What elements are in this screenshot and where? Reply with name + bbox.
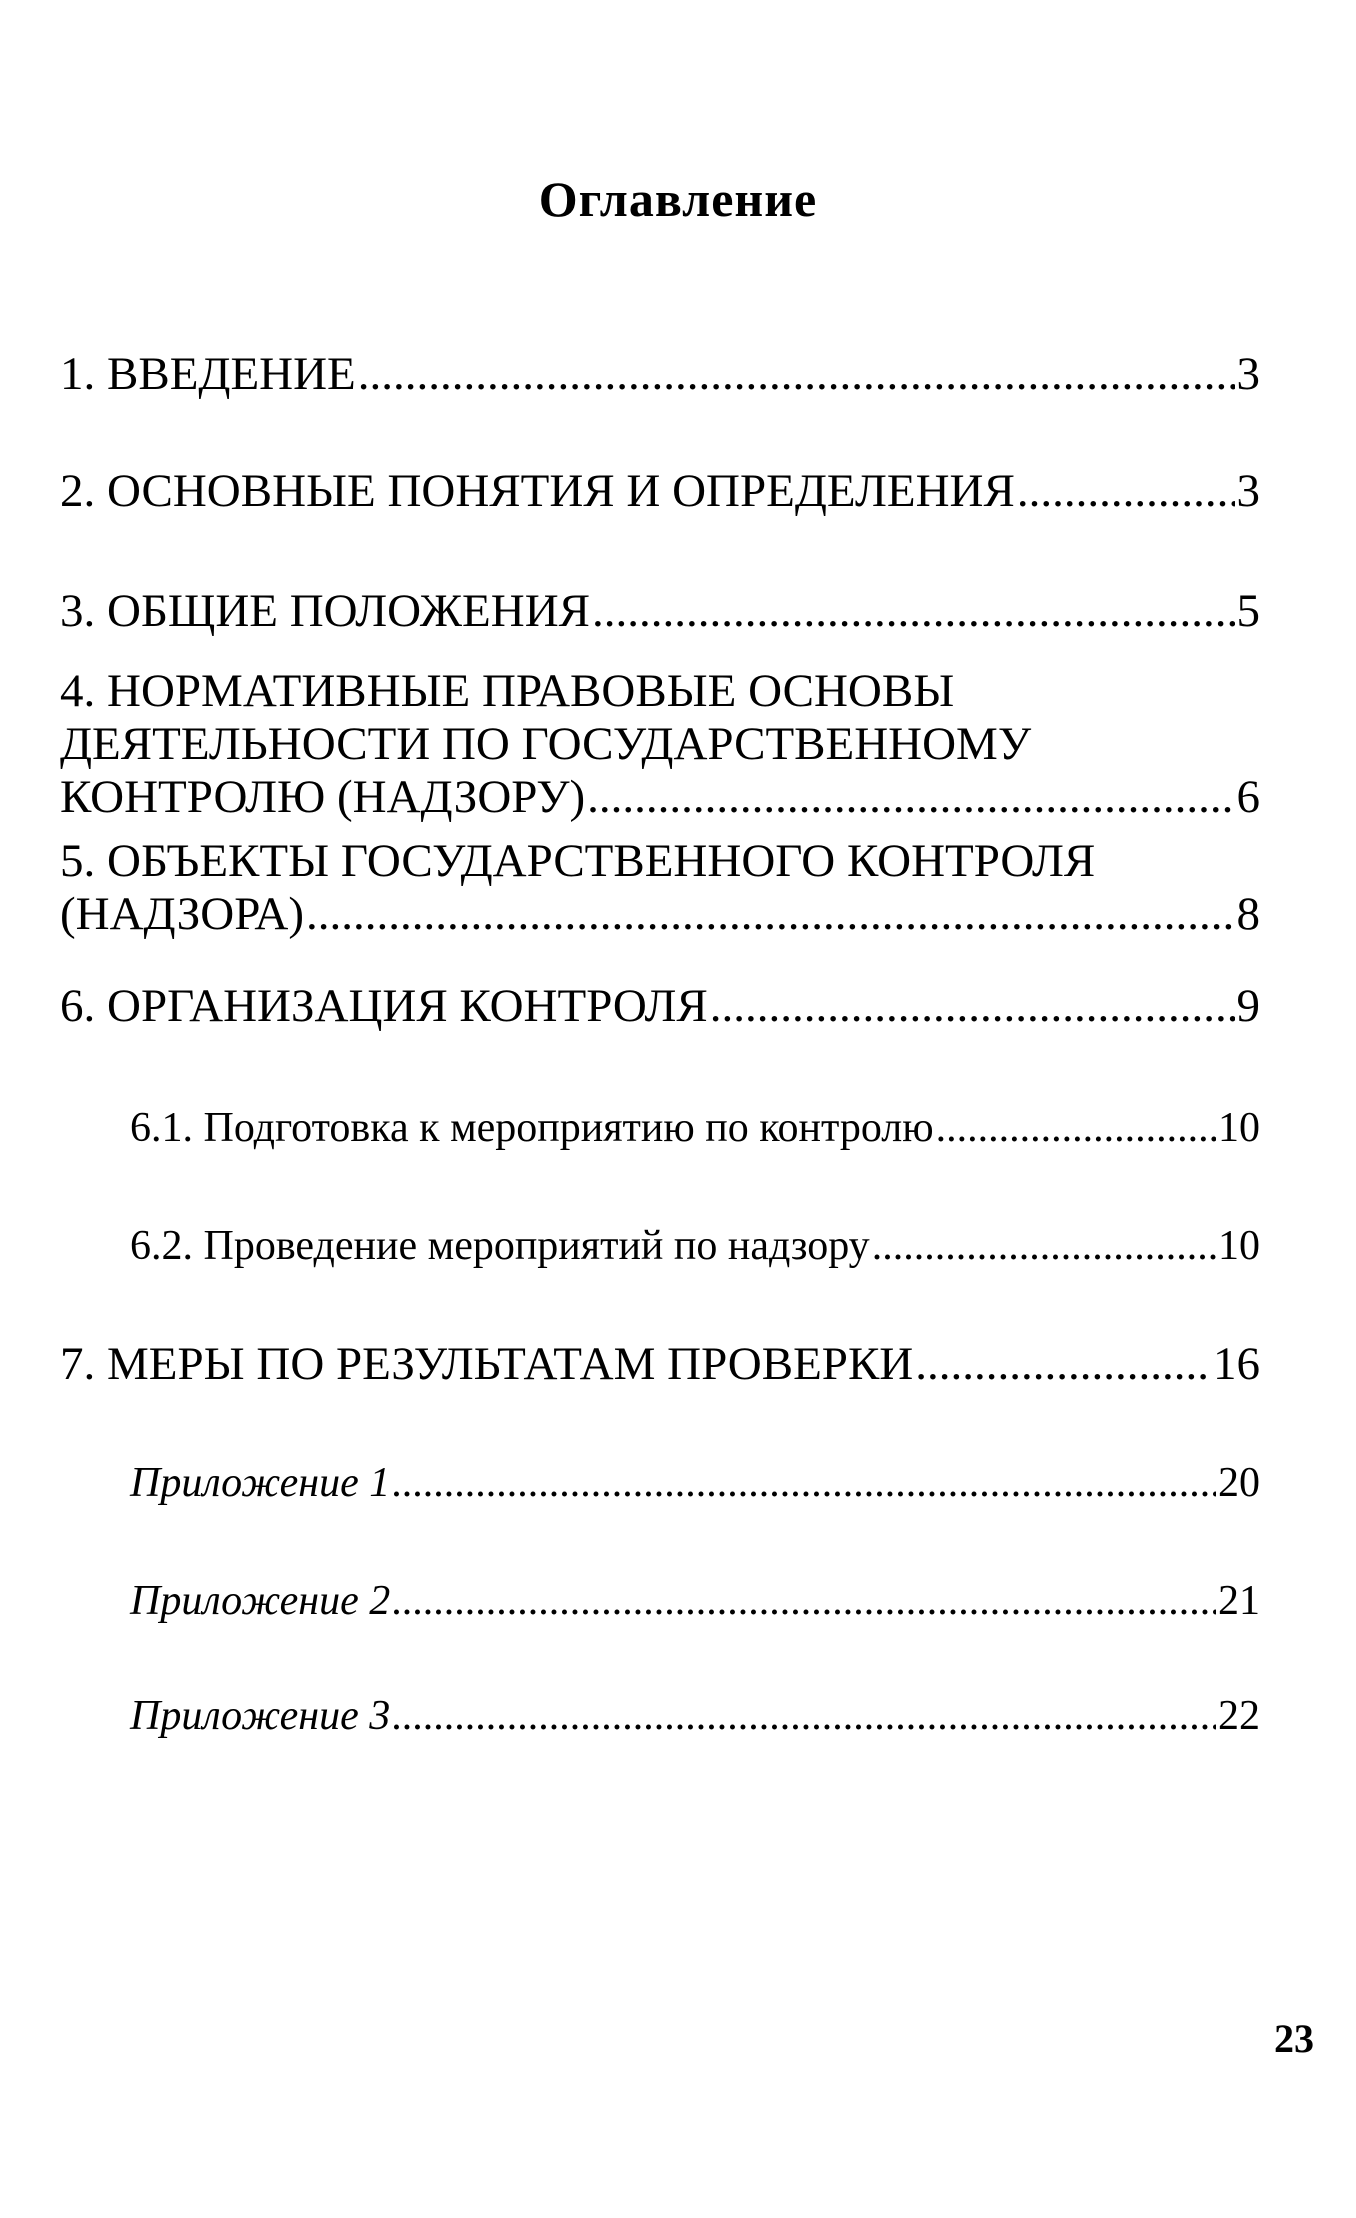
toc-leader-dots <box>592 585 1235 638</box>
toc-entry-1 <box>60 348 1260 401</box>
toc-entry-page: 10 <box>1218 1223 1260 1269</box>
toc-entry-title: Приложение 2 <box>130 1578 391 1624</box>
toc-entry-title: 6. ОРГАНИЗАЦИЯ КОНТРОЛЯ <box>60 980 708 1032</box>
page-title: Оглавление <box>538 171 818 227</box>
toc-entry-title: 3. ОБЩИЕ ПОЛОЖЕНИЯ <box>60 585 590 637</box>
toc-entry-title-line: 4. НОРМАТИВНЫЕ ПРАВОВЫЕ ОСНОВЫ <box>60 665 955 717</box>
toc-entry-page: 22 <box>1218 1693 1260 1739</box>
toc-entry-page: 6 <box>1236 771 1260 823</box>
toc-entry-3 <box>60 585 1260 638</box>
page-number: 23 <box>1274 2016 1314 2061</box>
toc-leader-dots <box>587 771 1234 824</box>
toc-leader-dots <box>915 1338 1211 1391</box>
toc-entry-5 <box>60 835 1260 941</box>
toc-leader-dots <box>306 888 1235 941</box>
toc-leader-dots <box>872 1220 1216 1273</box>
toc-entry-6-1 <box>130 1102 1260 1155</box>
toc-entry-title: КОНТРОЛЮ (НАДЗОРУ) <box>60 771 586 823</box>
toc-entry-title: 7. МЕРЫ ПО РЕЗУЛЬТАТАМ ПРОВЕРКИ <box>60 1338 914 1390</box>
toc-entry-page: 10 <box>1218 1105 1260 1151</box>
toc-entry-appendix-2 <box>130 1575 1260 1628</box>
toc-entry-title: 1. ВВЕДЕНИЕ <box>60 348 356 400</box>
toc-leader-dots <box>1017 465 1235 518</box>
toc-entry-page: 3 <box>1236 465 1260 517</box>
toc-entry-appendix-3 <box>130 1690 1260 1743</box>
toc-entry-page: 9 <box>1236 980 1260 1032</box>
toc-entry-page: 8 <box>1236 888 1260 940</box>
toc-entry-6-2 <box>130 1220 1260 1273</box>
toc-entry-6 <box>60 980 1260 1033</box>
toc-entry-title: 6.2. Проведение мероприятий по надзору <box>130 1223 870 1269</box>
toc-entry-2 <box>60 465 1260 518</box>
toc-entry-title: Приложение 1 <box>130 1460 391 1506</box>
toc-entry-title: 6.1. Подготовка к мероприятию по контролю <box>130 1105 934 1151</box>
toc-leader-dots <box>392 1457 1216 1510</box>
toc-entry-title-line: 5. ОБЪЕКТЫ ГОСУДАРСТВЕННОГО КОНТРОЛЯ <box>60 835 1096 887</box>
toc-entry-title-line: ДЕЯТЕЛЬНОСТИ ПО ГОСУДАРСТВЕННОМУ <box>60 718 1032 770</box>
toc-entry-title: (НАДЗОРА) <box>60 888 304 940</box>
toc-entry-page: 20 <box>1218 1460 1260 1506</box>
toc-leader-dots <box>710 980 1235 1033</box>
toc-entry-appendix-1 <box>130 1457 1260 1510</box>
toc-leader-dots <box>392 1690 1216 1743</box>
toc-entry-title: Приложение 3 <box>130 1693 391 1739</box>
toc-entry-7 <box>60 1338 1260 1391</box>
toc-entry-4 <box>60 665 1260 824</box>
toc-entry-page: 21 <box>1218 1578 1260 1624</box>
toc-leader-dots <box>936 1102 1216 1155</box>
toc-entry-page: 3 <box>1236 348 1260 400</box>
toc-entry-page: 5 <box>1236 585 1260 637</box>
toc-leader-dots <box>392 1575 1216 1628</box>
toc-entry-title: 2. ОСНОВНЫЕ ПОНЯТИЯ И ОПРЕДЕЛЕНИЯ <box>60 465 1015 517</box>
toc-entry-page: 16 <box>1213 1338 1260 1390</box>
toc-leader-dots <box>358 348 1235 401</box>
